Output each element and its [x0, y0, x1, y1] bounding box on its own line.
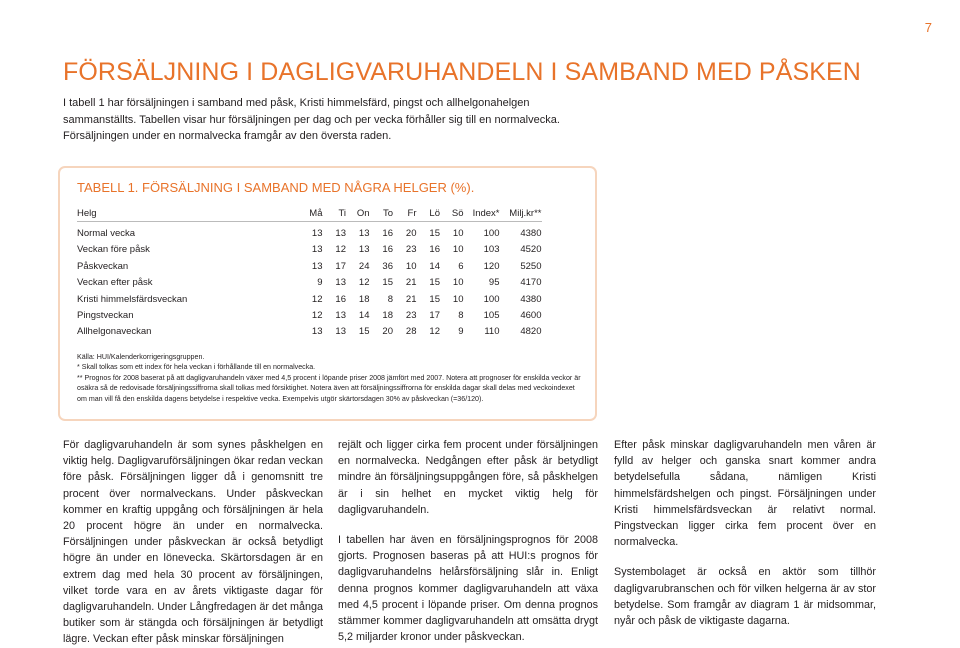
body-column-3: [614, 437, 876, 629]
col-header-index: Index*: [472, 208, 500, 219]
table-cell: 4600: [520, 310, 542, 322]
col-header-to: To: [382, 208, 393, 219]
table-cell: 10: [452, 244, 464, 256]
row-label: Veckan före påsk: [77, 244, 150, 256]
table-cell: 5250: [520, 260, 542, 272]
page-heading: FÖRSÄLJNING I DAGLIGVARUHANDELN I SAMBAND MED PÅSKEN: [63, 58, 861, 86]
table-cell: 18: [358, 293, 370, 305]
table-cell: 120: [483, 260, 500, 272]
table-cell: 23: [405, 310, 417, 322]
table-cell: 15: [429, 228, 440, 239]
table-cell: 105: [483, 310, 500, 322]
table-row: [77, 275, 542, 291]
table-cell: 13: [311, 228, 323, 239]
table-cell: 15: [382, 277, 393, 289]
body-paragraph: Efter påsk minskar dagligvaruhandeln men våren är fylld av helger och ganska snart kommer andra betydelsefulla sådana, nämligen Kristi himmelsfärdshelgen och pingst. Försäljningen under Kristi himmelsfärdsveckan är relativt normal. Pingstveckan ligger cirka fem procent över en normalvecka.: [614, 439, 876, 549]
table-cell: 4520: [520, 244, 542, 256]
table-row: [77, 324, 542, 340]
table-box: [58, 166, 597, 421]
table-cell: 23: [405, 244, 417, 256]
intro-text: [63, 95, 603, 145]
table-header-row: [77, 206, 542, 222]
table-cell: 15: [358, 326, 370, 338]
table-cell: 12: [311, 310, 323, 322]
table-cell: 14: [358, 310, 370, 322]
table-cell: 9: [317, 277, 323, 289]
table-body: [77, 222, 542, 341]
table-cell: 21: [405, 277, 417, 289]
table-cell: 100: [483, 228, 500, 239]
table-cell: 9: [458, 326, 464, 338]
table-cell: 24: [358, 260, 370, 272]
table-cell: 4170: [520, 277, 542, 289]
table-cell: 16: [335, 293, 346, 305]
table-cell: 17: [429, 310, 440, 322]
table-notes: [77, 352, 582, 404]
table-cell: 13: [358, 228, 370, 239]
table-cell: 28: [405, 326, 417, 338]
col-header-ti: Ti: [338, 208, 346, 219]
table-cell: 103: [483, 244, 500, 256]
table-cell: 4380: [520, 228, 542, 239]
table-cell: 13: [358, 244, 370, 256]
col-header-on: On: [356, 208, 370, 219]
table-note-2: ** Prognos för 2008 baserat på att dagligvaruhandeln växer med 4,5 procent i löpande priser 2008 jämfört med 2007. Notera att prognoser för enskilda veckor är osäkra så de redovisade försäljningssiffrorna skall tolkas med försiktighet. Notera även att försäljningssiffrorna för enskilda dagar skall delas med veckoindexet om man vill få den enskilda dagens betydelse i respektive vecka. Exempelvis utgör skärtorsdagen 30% av påskveckan (=36/120).: [77, 373, 581, 403]
table-cell: 20: [382, 326, 393, 338]
table-cell: 12: [358, 277, 370, 289]
table-cell: 4380: [520, 293, 542, 305]
table-row: [77, 292, 542, 308]
table-cell: 95: [488, 277, 500, 289]
sales-table: [77, 206, 542, 341]
table-cell: 8: [458, 310, 464, 322]
body-paragraph: Systembolaget är också en aktör som tillhör dagligvarubranschen och för vilken helgerna är av stor betydelse. Som framgår av diagram 1 är midsommar, nyår och påsk de viktigaste dagarna.: [614, 566, 876, 628]
table-cell: 13: [335, 310, 346, 322]
table-cell: 17: [335, 260, 346, 272]
table-cell: 16: [382, 244, 393, 256]
table-row: [77, 222, 542, 243]
table-row: [77, 308, 542, 324]
table-cell: 100: [483, 293, 500, 305]
table-row: [77, 242, 542, 258]
col-header-helg: Helg: [77, 208, 97, 219]
table-cell: 13: [335, 277, 346, 289]
table-source: Källa: HUI/Kalenderkorrigeringsgruppen.: [77, 353, 205, 361]
body-paragraph: rejält och ligger cirka fem procent under försäljningen en normalvecka. Nedgången efter påsk är betydligt mindre än försäljningsuppgången före, så påskhelgen är i sin helhet en mycket viktig helg för dagligvaruhandeln.: [338, 439, 598, 516]
col-header-ma: Må: [309, 208, 323, 219]
table-cell: 13: [311, 244, 323, 256]
table-cell: 15: [429, 277, 440, 289]
body-paragraph: I tabellen har även en försäljningsprognos för 2008 gjorts. Prognosen baseras på att HUI:s prognos för dagligvaruhandelns helårsförsäljning slår in. Enligt denna prognos kommer dagligvaruhandeln att växa med 4,5 procent i löpande priser. Om denna prognos stämmer kommer dagligvaruhandeln att omsätta drygt 5,2 miljarder kronor under påskveckan.: [338, 534, 598, 644]
table-cell: 10: [452, 277, 464, 289]
table-cell: 13: [335, 228, 346, 239]
table-cell: 10: [452, 228, 464, 239]
table-cell: 10: [405, 260, 417, 272]
table-cell: 18: [382, 310, 393, 322]
row-label: Påskveckan: [77, 260, 129, 272]
body-paragraph: För dagligvaruhandeln är som synes påskhelgen en viktig helg. Dagligvaruförsäljningen ökar redan veckan före påsk. Försäljningen ligger då i genomsnitt tre procent över normalveckans. Under påskveckan kommer en kraftig uppgång och försäljningen är hela 20 procent högre än under en normalvecka. Försäljningen under påskveckan är också betydligt högre än under en lönevecka. Skärtorsdagen är en extrem dag med hela 30 procent av försäljningen, vilket torde vara en av årets viktigaste dagar för dagligvaruhandeln. Under Långfredagen är det många butiker som är stängda och försäljningen är betydligt lägre. Veckan efter påsk minskar försäljningen: [63, 439, 323, 646]
row-label: Normal vecka: [77, 228, 136, 239]
table-title: TABELL 1. FÖRSÄLJNING I SAMBAND MED NÅGRA HELGER (%).: [77, 180, 475, 195]
row-label: Veckan efter påsk: [77, 277, 153, 289]
col-header-lo: Lö: [429, 208, 440, 219]
table-cell: 13: [335, 326, 346, 338]
table-cell: 20: [405, 228, 417, 239]
table-cell: 4820: [520, 326, 542, 338]
table-cell: 110: [484, 326, 500, 338]
intro-paragraph: I tabell 1 har försäljningen i samband med påsk, Kristi himmelsfärd, pingst och allhelgonahelgen sammanställts. Tabellen visar hur försäljningen per dag och per vecka förhåller sig till en normalvecka. Försäljningen under en normalvecka framgår av den översta raden.: [63, 97, 560, 142]
table-cell: 16: [382, 228, 393, 239]
table-cell: 8: [387, 293, 393, 305]
body-column-1: [63, 437, 323, 648]
table-cell: 14: [429, 260, 440, 272]
table-cell: 6: [458, 260, 464, 272]
table-note-1: * Skall tolkas som ett index för hela veckan i förhållande till en normalvecka.: [77, 363, 316, 372]
table-cell: 36: [382, 260, 393, 272]
page-number: 7: [924, 20, 932, 35]
table-cell: 21: [405, 293, 417, 305]
row-label: Allhelgonaveckan: [77, 326, 152, 338]
table-cell: 10: [452, 293, 464, 305]
table-cell: 16: [429, 244, 440, 256]
table-cell: 12: [429, 326, 440, 338]
col-header-so: Sö: [451, 208, 464, 219]
table-cell: 12: [335, 244, 346, 256]
row-label: Kristi himmelsfärdsveckan: [77, 293, 188, 305]
row-label: Pingstveckan: [77, 310, 134, 322]
table-cell: 15: [429, 293, 440, 305]
col-header-miljkr: Milj.kr**: [509, 208, 542, 219]
table-row: [77, 259, 542, 275]
table-cell: 13: [311, 260, 323, 272]
table-cell: 12: [311, 293, 323, 305]
col-header-fr: Fr: [407, 208, 417, 219]
body-column-2: [338, 437, 598, 645]
table-cell: 13: [311, 326, 323, 338]
